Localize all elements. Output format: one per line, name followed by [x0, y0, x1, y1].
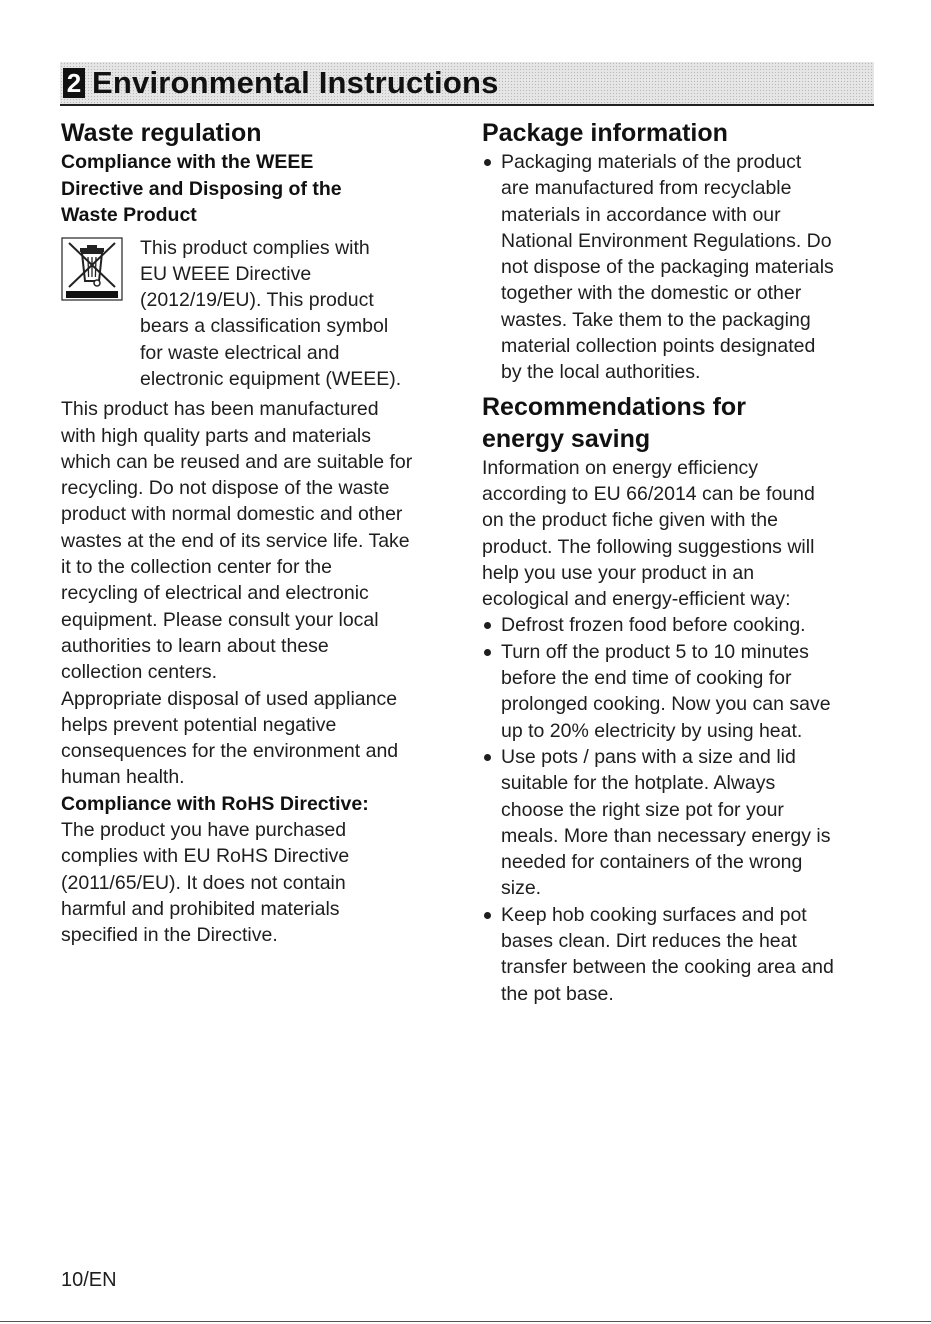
chapter-header [60, 62, 874, 106]
page-bottom-divider [0, 1321, 931, 1322]
left-column [61, 117, 453, 949]
rohs-heading: Compliance with RoHS Directive: [61, 792, 369, 815]
list-item: Keep hob cooking surfaces and pot bases clean. Dirt reduces the heat transfer between the cooking area and the pot base. [482, 902, 874, 1007]
list-item: Defrost frozen food before cooking. [482, 612, 874, 638]
package-information-heading: Package information [482, 119, 728, 147]
energy-tips-list [482, 612, 874, 1006]
right-column [482, 117, 874, 1007]
chapter-title: Environmental Instructions [92, 65, 499, 100]
list-item: Turn off the product 5 to 10 minutes before the end time of cooking for prolonged cooking. Now you can save up to 20% electricity by using heat. [482, 639, 874, 744]
list-item: Use pots / pans with a size and lid suitable for the hotplate. Always choose the right size pot for your meals. More than necessary energy is needed for containers of the wrong size. [482, 744, 874, 902]
energy-saving-heading: Recommendations for energy saving [482, 392, 746, 453]
waste-regulation-heading: Waste regulation [61, 119, 262, 147]
weee-statement: This product complies with EU WEEE Directive (2012/19/EU). This product bears a classification symbol for waste electrical and electronic equipment (WEEE). [61, 235, 453, 393]
crossed-out-wheelie-bin-icon [61, 237, 123, 301]
chapter-number: 2 [63, 68, 85, 98]
package-list [482, 149, 874, 386]
recycling-paragraph: This product has been manufactured with high quality parts and materials which can be reused and are suitable for recycling. Do not dispose of the waste product with normal domestic and other wastes at the end of its service life. Take it to the collection center for the recycling of electrical and electronic equipment. Please consult your local authorities to learn about these collection centers. Appropriate disposal of used appliance helps prevent potential negative consequences for the environment and human health. [61, 398, 413, 789]
weee-compliance-subheading: Compliance with the WEEE Directive and Disposing of the Waste Product [61, 151, 342, 226]
energy-intro-paragraph: Information on energy efficiency according to EU 66/2014 can be found on the product fiche given with the product. The following suggestions will help you use your product in an ecological and energy-efficient way: [482, 456, 815, 611]
rohs-paragraph: The product you have purchased complies with EU RoHS Directive (2011/65/EU). It does not contain harmful and prohibited materials specified in the Directive. [61, 819, 350, 947]
page-number: 10/EN [61, 1269, 117, 1291]
list-item: Packaging materials of the product are manufactured from recyclable materials in accordance with our National Environment Regulations. Do not dispose of the packaging materials together with the domestic or other wastes. Take them to the packaging material collection points designated by the local authorities. [482, 149, 874, 386]
